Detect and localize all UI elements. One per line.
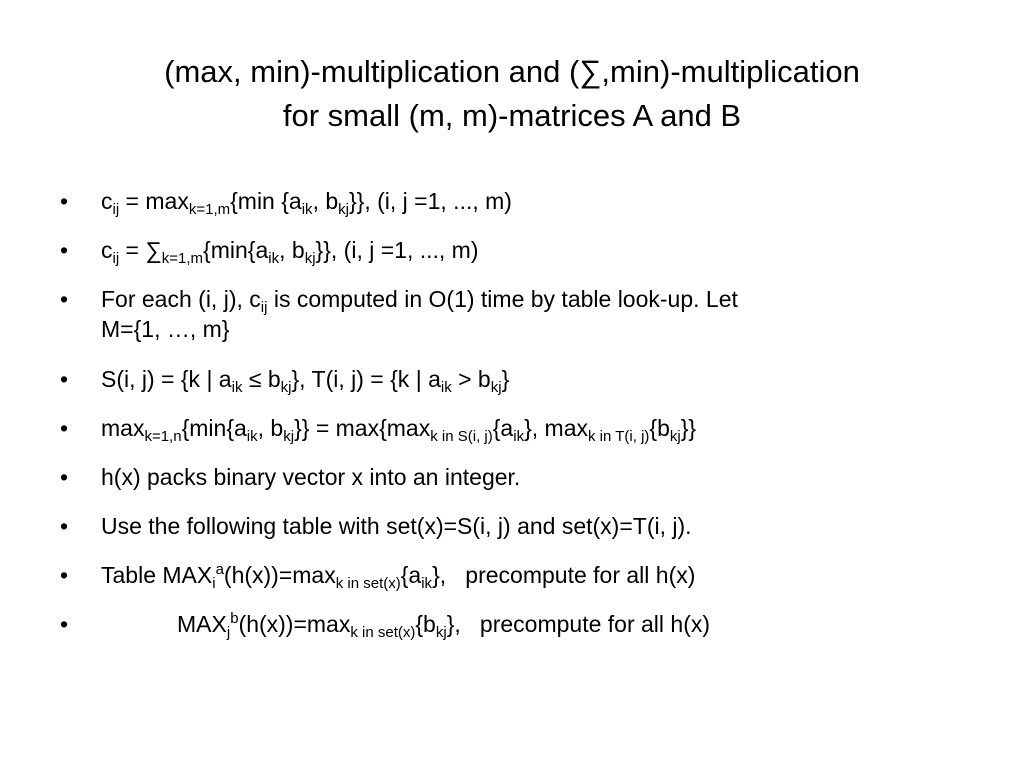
bullet-item-5 [60,413,980,443]
title-line-1: (max, min)-multiplication and (∑,min)-multiplication [164,54,860,89]
bullet-icon: • [60,562,69,588]
bullet-text: Table $MAX_i^a(h(x))=\max_{k in set(x)}\{a_{ik}\}$, precompute for all h(x) [101,561,696,592]
bullet-icon: • [60,415,69,441]
bullet-item-8 [60,560,980,590]
bullet-icon: • [60,286,69,312]
slide-title [60,50,964,138]
bullet-list [60,186,980,658]
bullet-text: $c_{ij} = \sum_{k=1,m}\{\min\{a_{ik}$, $b_{kj}$}}, (i, j =1, ..., m) [101,237,479,267]
bullet-icon: • [60,237,69,263]
bullet-item-4 [60,364,980,394]
bullet-icon: • [60,611,69,637]
bullet-icon: • [60,188,69,214]
bullet-item-9 [60,609,980,639]
bullet-text-continuation: M={1, …, m} [101,316,230,342]
bullet-text: h(x) packs binary vector x into an integer. [101,464,521,490]
bullet-item-3 [60,284,980,344]
bullet-text: $MAX_j^b(h(x))=\max_{k in set(x)}\{b_{kj}\}$, precompute for all h(x) [177,610,711,641]
bullet-text: For each (i, j), $c_{ij}$ is computed in O(1) time by table look-up. Let [101,286,738,316]
bullet-item-2 [60,235,980,265]
bullet-item-1 [60,186,980,216]
bullet-text: $c_{ij} = \max_{k=1,m}\{\min$ {$a_{ik}$, $b_{kj}$}}, (i, j =1, ..., m) [101,188,512,218]
bullet-icon: • [60,464,69,490]
title-line-2: for small (m, m)-matrices A and B [282,98,742,133]
bullet-icon: • [60,366,69,392]
bullet-icon: • [60,513,69,539]
bullet-item-6 [60,462,980,492]
bullet-text: Use the following table with set(x)=S(i, j) and set(x)=T(i, j). [101,513,692,539]
bullet-item-7 [60,511,980,541]
bullet-text: S(i, j) = {k | $a_{ik} \le b_{kj}$}, T(i, j) = {k | $a_{ik} > b_{kj}$} [101,366,510,396]
bullet-text: $\max_{k=1,n}\{\min\{a_{ik}$, $b_{kj}\}\} = \max\{\max_{k in S(i, j)}\{a_{ik}\}$, $\max_{k in T(i, j)}\{b_{kj}\}$} [101,415,697,445]
